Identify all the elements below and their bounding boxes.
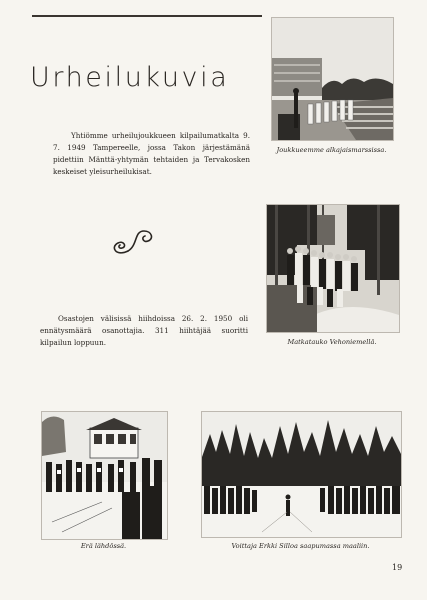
page-title: Urheilukuvia	[30, 62, 230, 93]
top-rule	[32, 15, 262, 17]
ski-start-photo	[41, 411, 168, 540]
page-number: 19	[392, 563, 403, 572]
ski-finish-photo	[201, 411, 402, 538]
group-rest-forest-photo	[266, 204, 400, 333]
caption-stadium-march: Joukkueemme alkajaismarssissa.	[276, 146, 387, 154]
paragraph-ski-competition: Osastojen välisissä hiihdoissa 26. 2. 1950 oli ennätysmäärä osanottajia. 311 hiihtäjää suoritti kilpailun loppuun.	[40, 314, 248, 347]
swirl-ornament-icon	[108, 225, 156, 259]
paragraph-athletics-trip: Yhtiömme urheilujoukkueen kilpailumatkalta 9. 7. 1949 Tampereelle, jossa Takon järjestämänä pidettiin Mänttä-yhtymän tehtaiden ja Tervakosken keskeiset yleisurheilukisat.	[53, 131, 250, 176]
stadium-march-photo	[271, 17, 394, 141]
caption-ski-start: Erä lähdössä.	[80, 542, 127, 550]
caption-ski-finish: Voittaja Erkki Silloa saapumassa maaliin.	[231, 542, 370, 550]
caption-group-rest: Matkatauko Vehoniemellä.	[287, 338, 377, 346]
